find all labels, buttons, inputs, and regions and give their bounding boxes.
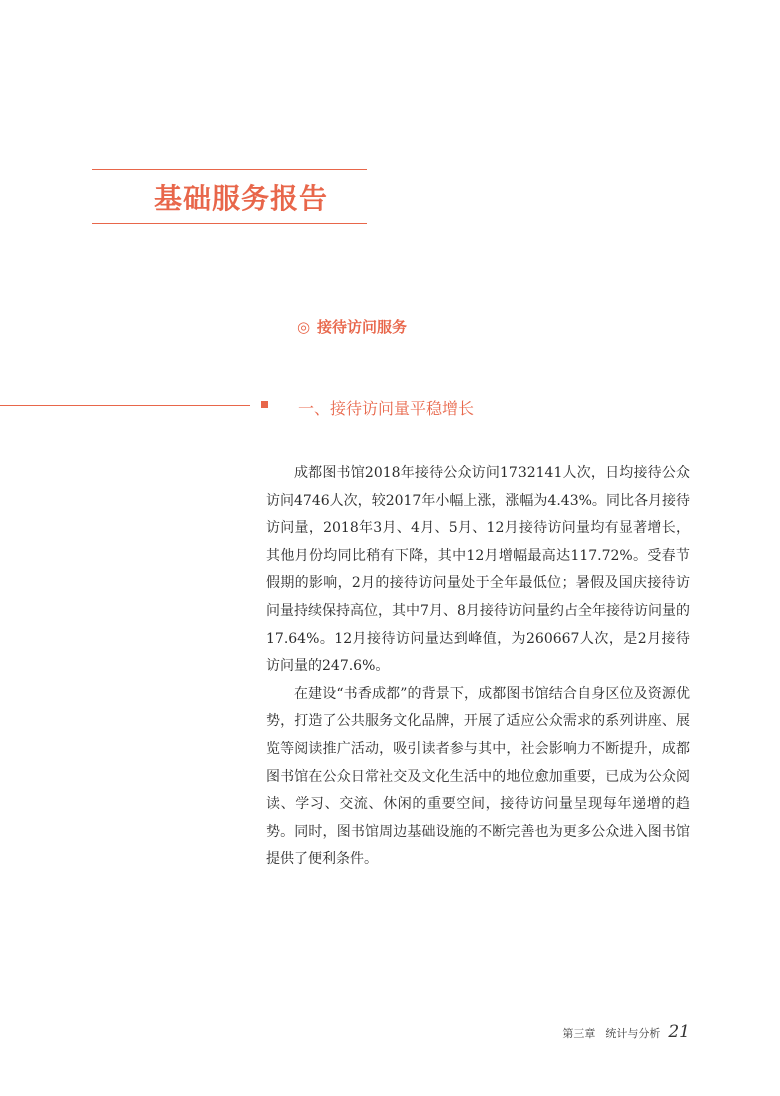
title-block xyxy=(92,169,367,224)
page-number: 21 xyxy=(668,1022,690,1042)
page-title: 基础服务报告 xyxy=(154,182,329,215)
square-bullet-icon xyxy=(261,401,268,408)
paragraph: 在建设“书香成都”的背景下，成都图书馆结合自身区位及资源优势，打造了公共服务文化品牌，开展了适应公众需求的系列讲座、展览等阅读推广活动，吸引读者参与其中，社会影响力不断提升，成都图书馆在公众日常社交及文化生活中的地位愈加重要，已成为公众阅读、学习、交流、休闲的重要空间，接待访问量呈现每年递增的趋势。同时，图书馆周边基础设施的不断完善也为更多公众进入图书馆提供了便利条件。 xyxy=(266,685,690,868)
circle-bullet-icon: ◎ xyxy=(297,318,311,336)
subsection-heading: 一、接待访问量平稳增长 xyxy=(298,399,475,418)
section-heading-text: 接待访问服务 xyxy=(317,318,408,336)
page-footer xyxy=(562,1022,690,1042)
paragraph: 成都图书馆2018年接待公众访问1732141人次，日均接待公众访问4746人次，较2017年小幅上涨，涨幅为4.43%。同比各月接待访问量，2018年3月、4月、5月、12月接待访问量均有显著增长，其他月份均同比稍有下降，其中12月增幅最高达117.72%。受春节假期的影响，2月的接待访问量处于全年最低位；暑假及国庆接待访问量持续保持高位，其中7月、8月接待访问量约占全年接待访问量的17.64%。12月接待访问量达到峰值，为260667人次，是2月接待访问量的247.6%。 xyxy=(266,465,690,675)
subsection-rule xyxy=(0,405,250,406)
section-heading xyxy=(297,316,407,337)
footer-chapter-title: 统计与分析 xyxy=(605,1027,661,1040)
footer-chapter: 第三章 xyxy=(562,1027,596,1040)
body-text xyxy=(266,460,690,874)
